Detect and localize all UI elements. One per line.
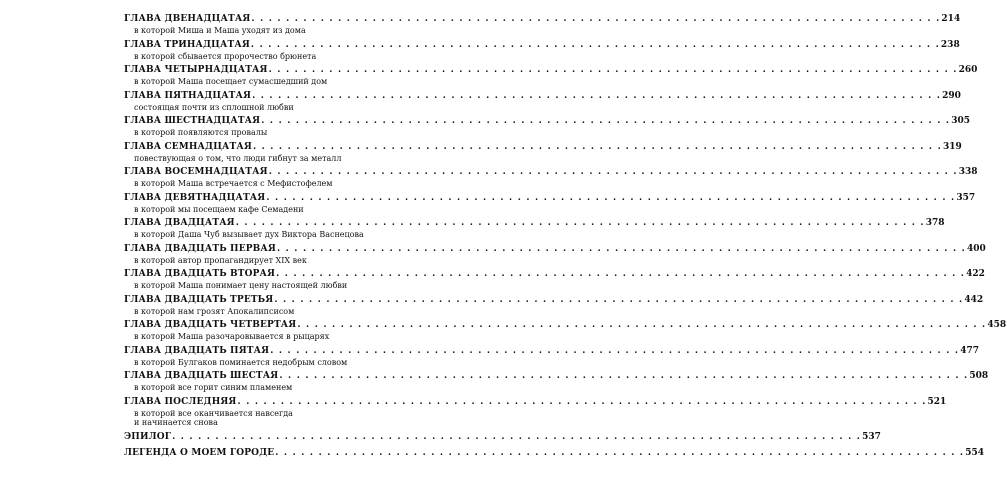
chapter-subtitle: в которой Булгаков поминается недобрым словом — [134, 357, 348, 367]
page-number: 357 — [956, 192, 976, 203]
toc-entry — [124, 319, 1006, 342]
chapter-title: ГЛАВА ДВАДЦАТЬ ТРЕТЬЯ — [124, 294, 274, 305]
chapter-title: ГЛАВА ДВАДЦАТЬ ВТОРАЯ — [124, 269, 276, 279]
toc-entry — [124, 447, 985, 460]
toc-entry-heading — [124, 370, 989, 383]
chapter-subtitle: в которой Миша и Маша уходят из дома — [134, 26, 306, 35]
toc-entry-heading — [124, 192, 976, 205]
chapter-subtitle: в которой Маша встречается с Мефистофелем — [134, 179, 333, 188]
toc-entry — [124, 90, 961, 113]
dot-leader: . . . . . . . . . . . . . . . . . . . . . . . . . . . . . . . . . . . . . . . . . . . . . . . . . . . . . . . . . . . . . . . . . . . . . . . . . . . . . . . . — [297, 320, 987, 330]
dot-leader: . . . . . . . . . . . . . . . . . . . . . . . . . . . . . . . . . . . . . . . . . . . . . . . . . . . . . . . . . . . . . . . . . . . . . . . . . . . . . . . . — [268, 167, 958, 177]
chapter-title: ГЛАВА ДВАДЦАТЬ ШЕСТАЯ — [124, 371, 279, 381]
page-number: 319 — [942, 141, 962, 152]
table-of-contents — [124, 13, 1006, 463]
toc-entry-heading — [124, 39, 960, 52]
chapter-subtitle: в которой сбывается пророчество брюнета — [134, 51, 317, 61]
page-number: 290 — [942, 90, 961, 101]
toc-entry — [124, 243, 986, 266]
page-number: 260 — [958, 65, 978, 75]
toc-entry-heading — [124, 166, 978, 179]
chapter-subtitle: в которой нам грозят Апокалипсисом — [134, 306, 295, 316]
dot-leader: . . . . . . . . . . . . . . . . . . . . . . . . . . . . . . . . . . . . . . . . . . . . . . . . . . . . . . . . . . . . . . . . . . . . . . . . . . . . . . . . — [276, 243, 966, 254]
page-number: 305 — [951, 116, 971, 126]
page-number: 338 — [958, 167, 978, 177]
chapter-title: ГЛАВА ВОСЕМНАДЦАТАЯ — [124, 167, 268, 177]
chapter-title: ГЛАВА ТРИНАДЦАТАЯ — [124, 39, 250, 50]
dot-leader: . . . . . . . . . . . . . . . . . . . . . . . . . . . . . . . . . . . . . . . . . . . . . . . . . . . . . . . . . . . . . . . . . . . . . . . . . . . . . . . . — [237, 396, 927, 407]
chapter-title: ГЛАВА ПОСЛЕДНЯЯ — [124, 396, 237, 407]
page-number: 477 — [960, 345, 979, 356]
dot-leader: . . . . . . . . . . . . . . . . . . . . . . . . . . . . . . . . . . . . . . . . . . . . . . . . . . . . . . . . . . . . . . . . . . . . . . . . . . . . . . . . — [172, 431, 862, 442]
dot-leader: . . . . . . . . . . . . . . . . . . . . . . . . . . . . . . . . . . . . . . . . . . . . . . . . . . . . . . . . . . . . . . . . . . . . . . . . . . . . . . . . — [266, 192, 956, 203]
chapter-subtitle: повествующая о том, что люди гибнут за металл — [134, 153, 342, 163]
page-number: 422 — [966, 269, 985, 279]
chapter-subtitle: в которой все горит синим пламенем — [134, 383, 293, 392]
chapter-title: ГЛАВА ДВЕНАДЦАТАЯ — [124, 14, 251, 24]
chapter-subtitle: и начинается снова — [134, 418, 218, 427]
page-number: 554 — [965, 447, 985, 458]
toc-entry-heading — [124, 115, 971, 128]
toc-entry — [124, 13, 961, 36]
toc-entry — [124, 115, 971, 138]
toc-entry-heading — [124, 447, 985, 460]
toc-entry-heading — [124, 90, 961, 103]
toc-entry-heading — [124, 294, 984, 307]
toc-entry-heading — [124, 243, 986, 256]
toc-entry — [124, 166, 978, 189]
page-number: 442 — [964, 294, 984, 305]
chapter-subtitle: в которой появляются провалы — [134, 128, 268, 137]
toc-entry-heading — [124, 396, 947, 409]
toc-entry — [124, 39, 960, 62]
toc-entry — [124, 396, 947, 428]
dot-leader: . . . . . . . . . . . . . . . . . . . . . . . . . . . . . . . . . . . . . . . . . . . . . . . . . . . . . . . . . . . . . . . . . . . . . . . . . . . . . . . . — [270, 345, 960, 356]
toc-entry — [124, 294, 984, 317]
chapter-title: ГЛАВА ДВАДЦАТЬ ЧЕТВЕРТАЯ — [124, 320, 297, 330]
chapter-title: ГЛАВА ДВАДЦАТАЯ — [124, 218, 235, 228]
dot-leader: . . . . . . . . . . . . . . . . . . . . . . . . . . . . . . . . . . . . . . . . . . . . . . . . . . . . . . . . . . . . . . . . . . . . . . . . . . . . . . . . — [276, 269, 966, 279]
chapter-subtitle: в которой все оканчивается навсегда — [134, 408, 293, 418]
chapter-title: ГЛАВА ЧЕТЫРНАДЦАТАЯ — [124, 65, 268, 75]
chapter-title: ГЛАВА ДВАДЦАТЬ ПЯТАЯ — [124, 345, 270, 356]
page-number: 378 — [925, 218, 945, 228]
dot-leader: . . . . . . . . . . . . . . . . . . . . . . . . . . . . . . . . . . . . . . . . . . . . . . . . . . . . . . . . . . . . . . . . . . . . . . . . . . . . . . . . — [274, 294, 964, 305]
dot-leader: . . . . . . . . . . . . . . . . . . . . . . . . . . . . . . . . . . . . . . . . . . . . . . . . . . . . . . . . . . . . . . . . . . . . . . . . . . . . . . . . — [275, 447, 965, 458]
page-number: 214 — [941, 14, 961, 24]
dot-leader: . . . . . . . . . . . . . . . . . . . . . . . . . . . . . . . . . . . . . . . . . . . . . . . . . . . . . . . . . . . . . . . . . . . . . . . . . . . . . . . . — [235, 218, 925, 228]
toc-entry — [124, 192, 976, 215]
page-number: 537 — [862, 431, 881, 442]
dot-leader: . . . . . . . . . . . . . . . . . . . . . . . . . . . . . . . . . . . . . . . . . . . . . . . . . . . . . . . . . . . . . . . . . . . . . . . . . . . . . . . . — [261, 116, 951, 126]
dot-leader: . . . . . . . . . . . . . . . . . . . . . . . . . . . . . . . . . . . . . . . . . . . . . . . . . . . . . . . . . . . . . . . . . . . . . . . . . . . . . . . . — [251, 14, 941, 24]
toc-entry-heading — [124, 268, 985, 281]
toc-entry — [124, 345, 979, 368]
toc-entry — [124, 64, 978, 87]
chapter-title: ГЛАВА ПЯТНАДЦАТАЯ — [124, 90, 252, 101]
chapter-title: ЭПИЛОГ — [124, 431, 172, 442]
toc-entry — [124, 217, 945, 240]
chapter-subtitle: в которой Даша Чуб вызывает дух Виктора Васнецова — [134, 230, 364, 239]
chapter-subtitle: в которой мы посещаем кафе Семадени — [134, 204, 304, 214]
chapter-title: ГЛАВА ШЕСТНАДЦАТАЯ — [124, 116, 261, 126]
toc-entry-heading — [124, 319, 1006, 332]
dot-leader: . . . . . . . . . . . . . . . . . . . . . . . . . . . . . . . . . . . . . . . . . . . . . . . . . . . . . . . . . . . . . . . . . . . . . . . . . . . . . . . . — [252, 141, 942, 152]
page-number: 238 — [940, 39, 960, 50]
toc-entry — [124, 268, 985, 291]
chapter-title: ГЛАВА ДЕВЯТНАДЦАТАЯ — [124, 192, 266, 203]
chapter-subtitle: в которой автор пропагандирует XIX век — [134, 255, 307, 265]
chapter-subtitle: состоящая почти из сплошной любви — [134, 102, 294, 112]
dot-leader: . . . . . . . . . . . . . . . . . . . . . . . . . . . . . . . . . . . . . . . . . . . . . . . . . . . . . . . . . . . . . . . . . . . . . . . . . . . . . . . . — [252, 90, 942, 101]
page-number: 400 — [966, 243, 986, 254]
toc-entry-heading — [124, 141, 962, 154]
toc-entry-heading — [124, 13, 961, 26]
chapter-subtitle: в которой Маша посещает сумасшедший дом — [134, 77, 328, 86]
page-number: 521 — [927, 396, 947, 407]
chapter-title: ГЛАВА СЕМНАДЦАТАЯ — [124, 141, 252, 152]
dot-leader: . . . . . . . . . . . . . . . . . . . . . . . . . . . . . . . . . . . . . . . . . . . . . . . . . . . . . . . . . . . . . . . . . . . . . . . . . . . . . . . . — [268, 65, 958, 75]
toc-entry — [124, 370, 989, 393]
chapter-subtitle: в которой Маша понимает цену настоящей любви — [134, 281, 348, 290]
toc-entry — [124, 141, 962, 164]
dot-leader: . . . . . . . . . . . . . . . . . . . . . . . . . . . . . . . . . . . . . . . . . . . . . . . . . . . . . . . . . . . . . . . . . . . . . . . . . . . . . . . . — [250, 39, 940, 50]
chapter-title: ЛЕГЕНДА О МОЕМ ГОРОДЕ — [124, 447, 275, 458]
toc-entry-heading — [124, 217, 945, 230]
toc-entry — [124, 431, 881, 444]
chapter-subtitle: в которой Маша разочаровывается в рыцарях — [134, 332, 330, 341]
toc-entry-heading — [124, 345, 979, 358]
page-number: 508 — [969, 371, 989, 381]
dot-leader: . . . . . . . . . . . . . . . . . . . . . . . . . . . . . . . . . . . . . . . . . . . . . . . . . . . . . . . . . . . . . . . . . . . . . . . . . . . . . . . . — [279, 371, 969, 381]
page-number: 458 — [987, 320, 1006, 330]
chapter-title: ГЛАВА ДВАДЦАТЬ ПЕРВАЯ — [124, 243, 276, 254]
toc-entry-heading — [124, 431, 881, 444]
toc-entry-heading — [124, 64, 978, 77]
